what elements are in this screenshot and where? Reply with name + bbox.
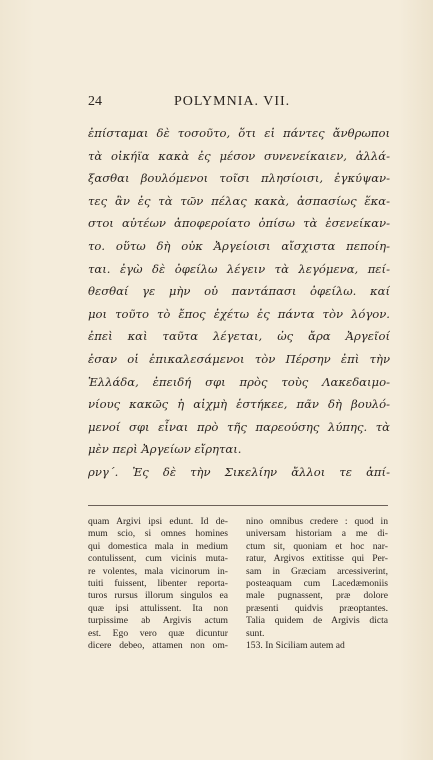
latin-line: posteaquam cum Lacedæmoniis [246,577,388,589]
latin-line: re volentes, mala vicinorum in- [88,565,228,577]
page-header [88,94,388,114]
latin-line: turos rursus illorum singulos ea [88,590,228,602]
latin-line: contulissent, cum vicinis muta- [88,553,228,565]
latin-translation-left-column [88,516,228,652]
latin-line: male pugnassent, præ dolore [246,590,388,602]
latin-line: turpissime ab Argivis actum [88,615,228,627]
latin-line: tuiti fuissent, libenter reporta- [88,577,228,589]
latin-translation-right-column [246,516,388,652]
latin-line: universam historiam a me di- [246,528,388,540]
latin-line: præsenti quidvis præoptantes. [246,602,388,614]
greek-line: νίους κακῶς ἡ αἰχμὴ ἑστήκεε, πᾶν δὴ βουλό- [88,397,390,412]
greek-line: τὰ οἰκήϊα κακὰ ἐς μέσον συνενείκαιεν, ἀλλά- [88,148,390,163]
greek-line: μὲν περὶ Ἀργείων εἴρηται. [88,442,242,457]
greek-line: ἐσαν οἱ ἐπικαλεσάμενοι τὸν Πέρσην ἐπὶ τὴν [88,351,390,366]
footnote-divider [88,505,388,506]
latin-line: est. Ego vero quæ dicuntur [88,627,228,639]
greek-line: ρνγ΄. Ἐς δὲ τὴν Σικελίην ἄλλοι τε ἀπί- [88,464,390,479]
page-number: 24 [88,94,102,109]
greek-line: μενοί σφι εἶναι πρὸ τῆς παρεούσης λύπης. τὰ [88,419,390,434]
latin-line: sunt. [246,627,265,639]
latin-line: quam Argivi ipsi edunt. Id de- [88,516,228,527]
latin-line: dicere debeo, attamen non om- [88,639,228,651]
greek-line: μοι τοῦτο τὸ ἔπος ἐχέτω ἐς πάντα τὸν λόγον. [88,306,390,321]
latin-line: ctum sit, quoniam et hoc nar- [246,540,388,552]
greek-line: ἐπίσταμαι δὲ τοσοῦτο, ὅτι εἰ πάντες ἄνθρωποι [88,126,390,140]
greek-line: ξασθαι βουλόμενοι τοῖσι πλησίοισι, ἐγκύψαν- [88,171,390,186]
greek-line: ἐπεὶ καὶ ταῦτα λέγεται, ὡς ἄρα Ἀργεῖοί [88,329,390,344]
latin-line: quæ ipsi attulissent. Ita non [88,602,228,614]
latin-line: sam in Græciam arcessiverint, [246,565,388,577]
latin-line: ratur, Argivos extitisse qui Per- [246,553,388,565]
greek-line: στοι αὐτέων ἀποφεροίατο ὀπίσω τὰ ἐσενείκαν- [88,216,390,231]
greek-line: θεσθαί γε μὴν οὐ παντάπασι ὀφείλω. καί [88,284,390,299]
greek-line: το. οὕτω δὴ οὐκ Ἀργείοισι αἴσχιστα πεποίη- [88,238,390,253]
latin-line: mum scio, si omnes homines [88,528,228,540]
greek-line: ται. ἐγὼ δὲ ὀφείλω λέγειν τὰ λεγόμενα, πεί- [88,261,390,276]
latin-line: qui domestica mala in medium [88,540,228,552]
greek-line: τες ἂν ἐς τὰ τῶν πέλας κακὰ, ἀσπασίως ἕκα- [88,193,390,208]
running-title: POLYMNIA. VII. [174,94,291,109]
latin-line: Talia quidem de Argivis dicta [246,615,388,627]
greek-text-block [88,122,390,484]
latin-line: nino omnibus credere : quod in [246,516,388,527]
latin-line: 153. In Siciliam autem ad [246,639,345,651]
greek-line: Ἑλλάδα, ἐπειδή σφι πρὸς τοὺς Λακεδαιμο- [88,374,390,389]
